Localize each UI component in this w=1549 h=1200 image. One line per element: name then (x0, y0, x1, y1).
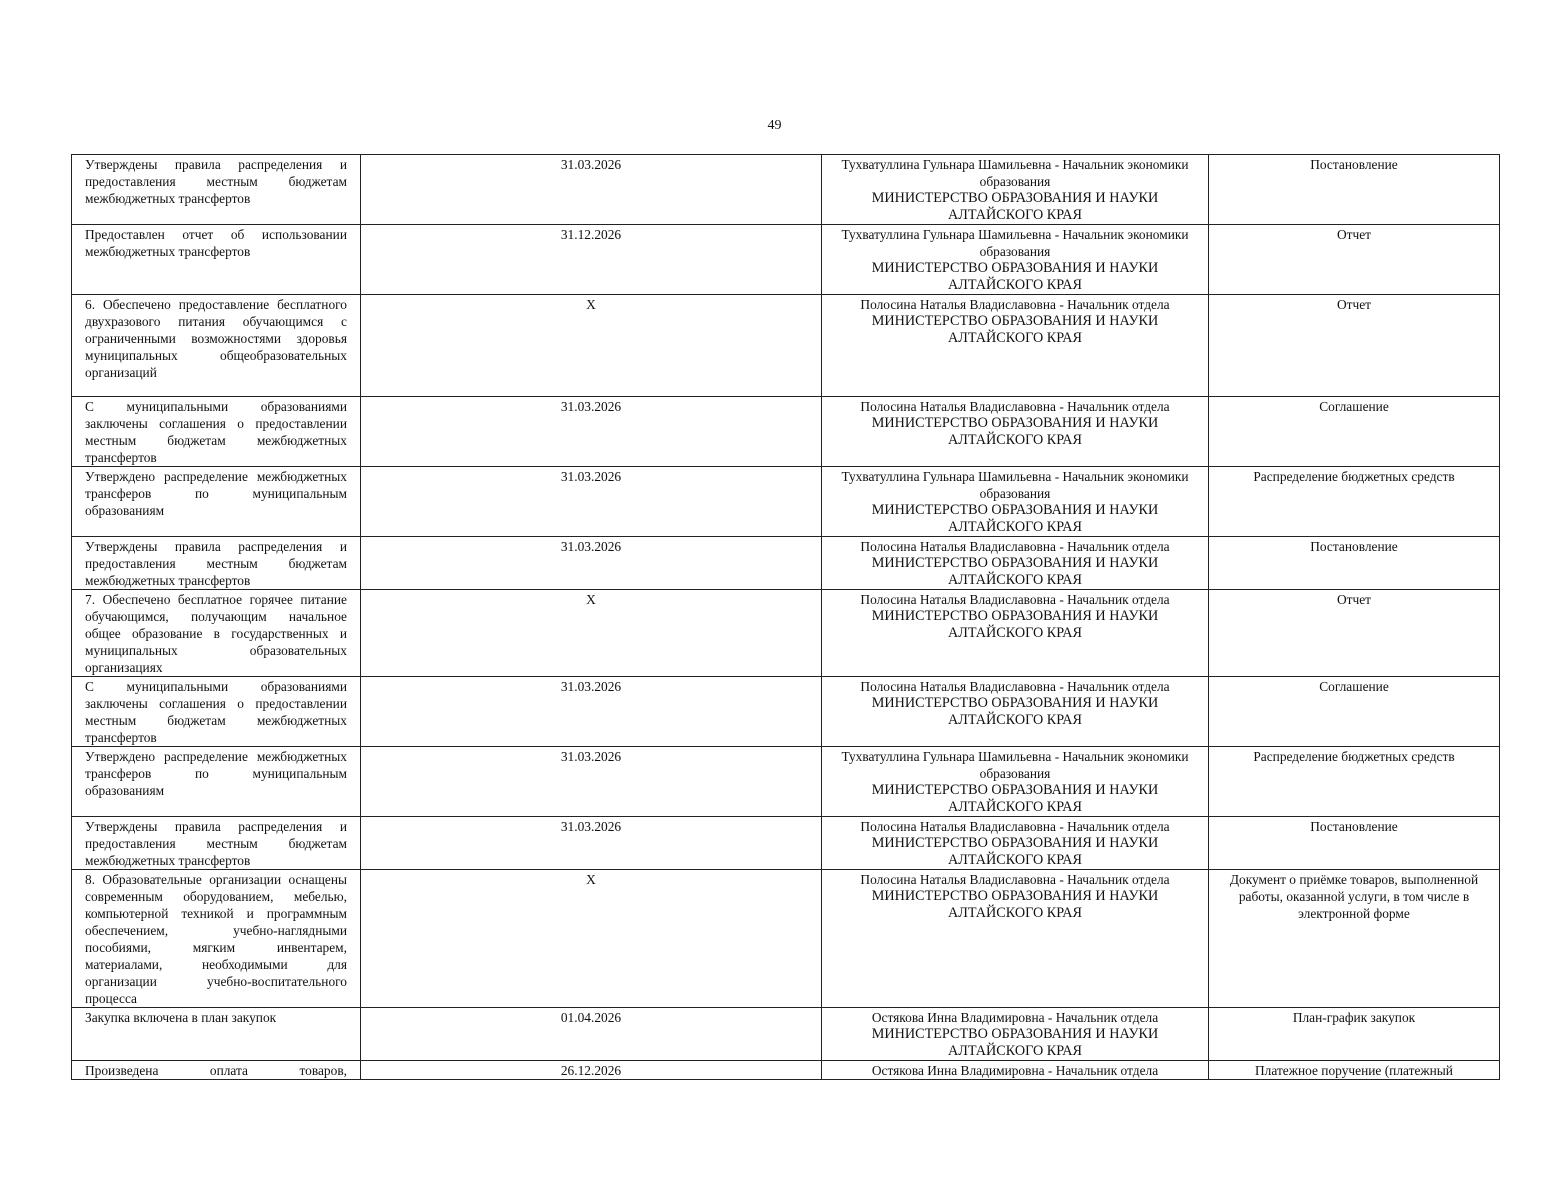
responsible-person: Полосина Наталья Владиславовна - Начальник отдела (860, 679, 1170, 694)
table-row (72, 677, 1500, 747)
document-cell: План-график закупок (1209, 1008, 1500, 1061)
event-cell: Утверждены правила распределения и предоставления местным бюджетам межбюджетных трансфертов (72, 817, 361, 870)
date-cell: 31.12.2026 (361, 225, 822, 295)
date-cell: 31.03.2026 (361, 817, 822, 870)
document-cell: Отчет (1209, 225, 1500, 295)
responsible-person: Полосина Наталья Владиславовна - Начальник отдела (860, 872, 1170, 887)
responsible-person: Полосина Наталья Владиславовна - Начальник отдела (860, 399, 1170, 414)
document-cell: Платежное поручение (платежный (1209, 1061, 1500, 1080)
organization-name: МИНИСТЕРСТВО ОБРАЗОВАНИЯ И НАУКИ АЛТАЙСКОГО КРАЯ (871, 502, 1159, 535)
document-cell: Соглашение (1209, 677, 1500, 747)
responsible-person: Полосина Наталья Владиславовна - Начальник отдела (860, 592, 1170, 607)
table-row (72, 467, 1500, 537)
date-cell: X (361, 295, 822, 397)
table-row (72, 397, 1500, 467)
organization-name: МИНИСТЕРСТВО ОБРАЗОВАНИЯ И НАУКИ АЛТАЙСКОГО КРАЯ (871, 313, 1159, 346)
responsible-cell (822, 590, 1209, 677)
table-row (72, 537, 1500, 590)
responsible-person: Полосина Наталья Владиславовна - Начальник отдела (860, 297, 1170, 312)
document-cell: Распределение бюджетных средств (1209, 467, 1500, 537)
responsible-person: Тухватуллина Гульнара Шамильевна - Начальник экономики образования (841, 227, 1189, 259)
date-cell: 01.04.2026 (361, 1008, 822, 1061)
responsible-cell (822, 155, 1209, 225)
document-cell: Постановление (1209, 155, 1500, 225)
organization-name: МИНИСТЕРСТВО ОБРАЗОВАНИЯ И НАУКИ АЛТАЙСКОГО КРАЯ (871, 782, 1159, 815)
organization-name: МИНИСТЕРСТВО ОБРАЗОВАНИЯ И НАУКИ АЛТАЙСКОГО КРАЯ (871, 695, 1159, 728)
responsible-person: Остякова Инна Владимировна - Начальник отдела (871, 1010, 1159, 1025)
document-cell: Отчет (1209, 590, 1500, 677)
responsible-cell (822, 1008, 1209, 1061)
responsible-person: Полосина Наталья Владиславовна - Начальник отдела (860, 819, 1170, 834)
responsible-person: Тухватуллина Гульнара Шамильевна - Начальник экономики образования (841, 469, 1189, 501)
date-cell: 31.03.2026 (361, 747, 822, 817)
event-cell: Утверждено распределение межбюджетных трансферов по муниципальным образованиям (72, 467, 361, 537)
page-number: 49 (767, 118, 782, 133)
plan-table (71, 154, 1500, 1080)
date-cell: 31.03.2026 (361, 677, 822, 747)
date-cell: 31.03.2026 (361, 537, 822, 590)
responsible-person: Тухватуллина Гульнара Шамильевна - Начальник экономики образования (841, 749, 1189, 781)
event-cell: Произведена оплата товаров, (72, 1061, 361, 1080)
organization-name: МИНИСТЕРСТВО ОБРАЗОВАНИЯ И НАУКИ АЛТАЙСКОГО КРАЯ (871, 835, 1159, 868)
organization-name: МИНИСТЕРСТВО ОБРАЗОВАНИЯ И НАУКИ АЛТАЙСКОГО КРАЯ (871, 1026, 1159, 1059)
responsible-cell (822, 295, 1209, 397)
document-cell: Соглашение (1209, 397, 1500, 467)
table-row (72, 225, 1500, 295)
table-row (72, 1061, 1500, 1080)
responsible-cell (822, 467, 1209, 537)
event-cell: Предоставлен отчет об использовании межбюджетных трансфертов (72, 225, 361, 295)
event-cell: 7. Обеспечено бесплатное горячее питание обучающимся, получающим начальное общее образование в государственных и муниципальных образовательных организациях (72, 590, 361, 677)
organization-name: МИНИСТЕРСТВО ОБРАЗОВАНИЯ И НАУКИ АЛТАЙСКОГО КРАЯ (871, 190, 1159, 223)
document-cell: Распределение бюджетных средств (1209, 747, 1500, 817)
organization-name: МИНИСТЕРСТВО ОБРАЗОВАНИЯ И НАУКИ АЛТАЙСКОГО КРАЯ (871, 888, 1159, 921)
document-cell: Документ о приёмке товаров, выполненной работы, оказанной услуги, в том числе в электронной форме (1209, 870, 1500, 1008)
responsible-cell (822, 817, 1209, 870)
table-row (72, 155, 1500, 225)
responsible-cell (822, 1061, 1209, 1080)
date-cell: 26.12.2026 (361, 1061, 822, 1080)
event-cell: 8. Образовательные организации оснащены современным оборудованием, мебелью, компьютерной техникой и программным обеспечением, учебно-наглядными пособиями, мягким инвентарем, материалами, необходимыми для организации учебно-воспитательного процесса (72, 870, 361, 1008)
event-cell: С муниципальными образованиями заключены соглашения о предоставлении местным бюджетам межбюджетных трансфертов (72, 397, 361, 467)
organization-name: МИНИСТЕРСТВО ОБРАЗОВАНИЯ И НАУКИ АЛТАЙСКОГО КРАЯ (871, 608, 1159, 641)
date-cell: X (361, 590, 822, 677)
document-cell: Отчет (1209, 295, 1500, 397)
organization-name: МИНИСТЕРСТВО ОБРАЗОВАНИЯ И НАУКИ АЛТАЙСКОГО КРАЯ (871, 260, 1159, 293)
document-cell: Постановление (1209, 817, 1500, 870)
event-cell: Утверждены правила распределения и предоставления местным бюджетам межбюджетных трансфертов (72, 155, 361, 225)
date-cell: 31.03.2026 (361, 155, 822, 225)
table-row (72, 870, 1500, 1008)
document-cell: Постановление (1209, 537, 1500, 590)
responsible-cell (822, 537, 1209, 590)
responsible-cell (822, 747, 1209, 817)
organization-name: МИНИСТЕРСТВО ОБРАЗОВАНИЯ И НАУКИ АЛТАЙСКОГО КРАЯ (871, 555, 1159, 588)
table-row (72, 590, 1500, 677)
table-row (72, 1008, 1500, 1061)
responsible-cell (822, 870, 1209, 1008)
organization-name: МИНИСТЕРСТВО ОБРАЗОВАНИЯ И НАУКИ АЛТАЙСКОГО КРАЯ (871, 415, 1159, 448)
event-cell: Закупка включена в план закупок (72, 1008, 361, 1061)
responsible-cell (822, 677, 1209, 747)
date-cell: 31.03.2026 (361, 397, 822, 467)
responsible-cell (822, 225, 1209, 295)
table-row (72, 295, 1500, 397)
date-cell: 31.03.2026 (361, 467, 822, 537)
event-cell: С муниципальными образованиями заключены соглашения о предоставлении местным бюджетам межбюджетных трансфертов (72, 677, 361, 747)
responsible-person: Остякова Инна Владимировна - Начальник отдела (871, 1063, 1159, 1078)
responsible-person: Тухватуллина Гульнара Шамильевна - Начальник экономики образования (841, 157, 1189, 189)
event-cell: Утверждено распределение межбюджетных трансферов по муниципальным образованиям (72, 747, 361, 817)
event-cell: 6. Обеспечено предоставление бесплатного двухразового питания обучающимся с ограниченными возможностями здоровья муниципальных общеобразовательных организаций (72, 295, 361, 397)
responsible-cell (822, 397, 1209, 467)
event-cell: Утверждены правила распределения и предоставления местным бюджетам межбюджетных трансфертов (72, 537, 361, 590)
date-cell: X (361, 870, 822, 1008)
responsible-person: Полосина Наталья Владиславовна - Начальник отдела (860, 539, 1170, 554)
table-row (72, 817, 1500, 870)
table-row (72, 747, 1500, 817)
